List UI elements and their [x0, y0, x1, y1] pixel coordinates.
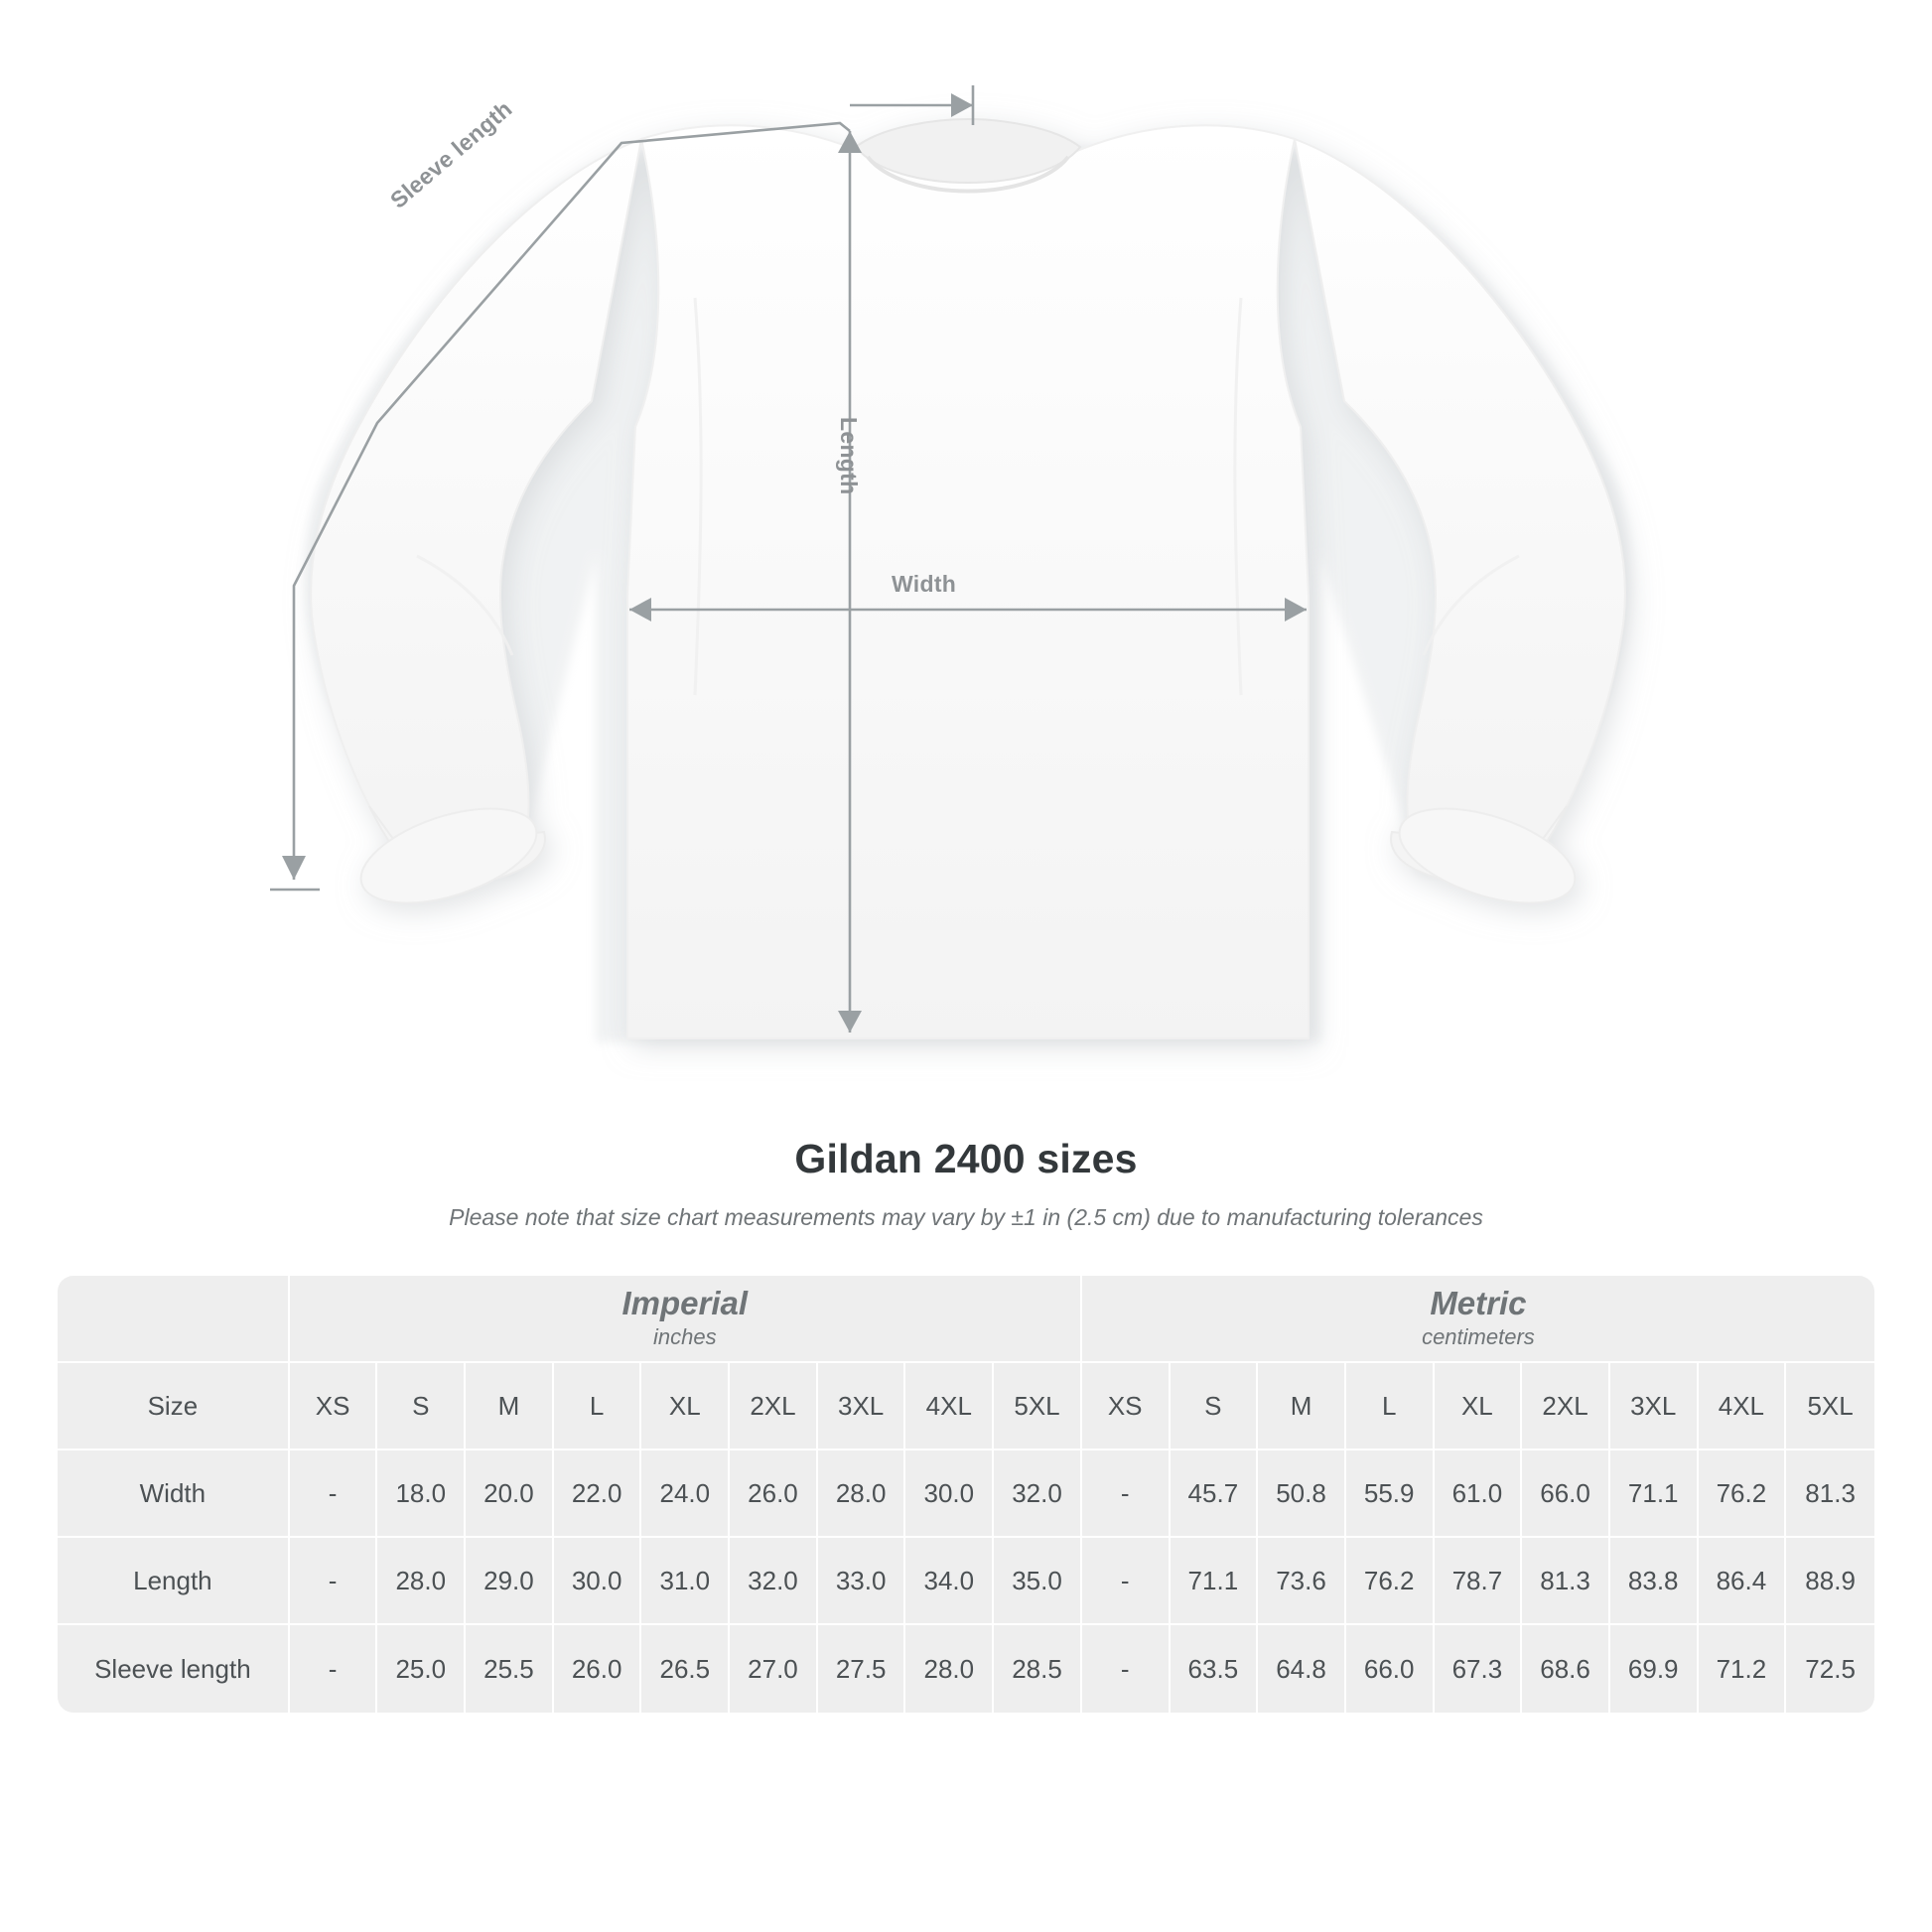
- header-metric-m: M: [1258, 1363, 1346, 1450]
- unit-group-metric-name: Metric: [1430, 1284, 1527, 1321]
- title-block: [0, 1136, 1932, 1231]
- cell-sleeve-imperial-m: 25.5: [466, 1625, 554, 1713]
- header-imperial-m: M: [466, 1363, 554, 1450]
- cell-sleeve-metric-m: 64.8: [1258, 1625, 1346, 1713]
- header-imperial-2xl: 2XL: [730, 1363, 818, 1450]
- page-subtitle: Please note that size chart measurements may vary by ±1 in (2.5 cm) due to manufacturing tolerances: [449, 1204, 1483, 1230]
- cell-length-metric-4xl: 86.4: [1699, 1538, 1787, 1625]
- cell-length-imperial-l: 30.0: [554, 1538, 642, 1625]
- cell-length-metric-5xl: 88.9: [1786, 1538, 1874, 1625]
- cell-width-imperial-2xl: 26.0: [730, 1450, 818, 1538]
- cell-sleeve-metric-xl: 67.3: [1435, 1625, 1523, 1713]
- row-label-width: Width: [58, 1450, 290, 1538]
- cell-width-imperial-m: 20.0: [466, 1450, 554, 1538]
- unit-group-imperial-name: Imperial: [621, 1284, 749, 1321]
- cell-width-metric-2xl: 66.0: [1522, 1450, 1610, 1538]
- unit-group-metric: [1082, 1276, 1874, 1363]
- cell-sleeve-imperial-l: 26.0: [554, 1625, 642, 1713]
- cell-length-imperial-2xl: 32.0: [730, 1538, 818, 1625]
- cell-length-imperial-m: 29.0: [466, 1538, 554, 1625]
- cell-width-metric-m: 50.8: [1258, 1450, 1346, 1538]
- cell-sleeve-imperial-5xl: 28.5: [994, 1625, 1082, 1713]
- header-metric-s: S: [1171, 1363, 1259, 1450]
- header-metric-xl: XL: [1435, 1363, 1523, 1450]
- cell-width-imperial-4xl: 30.0: [905, 1450, 994, 1538]
- cell-sleeve-imperial-4xl: 28.0: [905, 1625, 994, 1713]
- cell-width-metric-l: 55.9: [1346, 1450, 1435, 1538]
- cell-length-metric-xl: 78.7: [1435, 1538, 1523, 1625]
- sleeve-length-label: Sleeve length: [385, 95, 517, 213]
- cell-sleeve-metric-4xl: 71.2: [1699, 1625, 1787, 1713]
- header-imperial-xl: XL: [641, 1363, 730, 1450]
- cell-sleeve-metric-3xl: 69.9: [1610, 1625, 1699, 1713]
- cell-sleeve-metric-2xl: 68.6: [1522, 1625, 1610, 1713]
- row-label-sleeve-length: Sleeve length: [58, 1625, 290, 1713]
- cell-length-metric-l: 76.2: [1346, 1538, 1435, 1625]
- cell-sleeve-metric-l: 66.0: [1346, 1625, 1435, 1713]
- table-corner-cell: [58, 1276, 290, 1363]
- cell-width-metric-xl: 61.0: [1435, 1450, 1523, 1538]
- cell-sleeve-metric-xs: -: [1082, 1625, 1171, 1713]
- cell-sleeve-imperial-xs: -: [290, 1625, 378, 1713]
- header-metric-xs: XS: [1082, 1363, 1171, 1450]
- cell-sleeve-imperial-s: 25.0: [377, 1625, 466, 1713]
- unit-group-imperial: [290, 1276, 1082, 1363]
- header-metric-3xl: 3XL: [1610, 1363, 1699, 1450]
- size-table: [58, 1276, 1874, 1713]
- cell-length-imperial-3xl: 33.0: [818, 1538, 906, 1625]
- unit-group-row: [58, 1276, 1874, 1363]
- size-header-row: [58, 1363, 1874, 1450]
- header-imperial-5xl: 5XL: [994, 1363, 1082, 1450]
- cell-width-metric-xs: -: [1082, 1450, 1171, 1538]
- header-imperial-xs: XS: [290, 1363, 378, 1450]
- cell-width-metric-5xl: 81.3: [1786, 1450, 1874, 1538]
- header-imperial-3xl: 3XL: [818, 1363, 906, 1450]
- cell-sleeve-metric-5xl: 72.5: [1786, 1625, 1874, 1713]
- cell-length-metric-3xl: 83.8: [1610, 1538, 1699, 1625]
- header-size: Size: [58, 1363, 290, 1450]
- row-label-length: Length: [58, 1538, 290, 1625]
- header-metric-5xl: 5XL: [1786, 1363, 1874, 1450]
- cell-length-metric-s: 71.1: [1171, 1538, 1259, 1625]
- width-label: Width: [892, 571, 957, 597]
- cell-length-metric-xs: -: [1082, 1538, 1171, 1625]
- cell-width-imperial-5xl: 32.0: [994, 1450, 1082, 1538]
- cell-length-imperial-5xl: 35.0: [994, 1538, 1082, 1625]
- cell-length-imperial-xs: -: [290, 1538, 378, 1625]
- cell-width-imperial-3xl: 28.0: [818, 1450, 906, 1538]
- header-metric-2xl: 2XL: [1522, 1363, 1610, 1450]
- cell-length-imperial-4xl: 34.0: [905, 1538, 994, 1625]
- header-imperial-s: S: [377, 1363, 466, 1450]
- cell-length-imperial-xl: 31.0: [641, 1538, 730, 1625]
- cell-width-imperial-xl: 24.0: [641, 1450, 730, 1538]
- header-imperial-4xl: 4XL: [905, 1363, 994, 1450]
- cell-width-metric-s: 45.7: [1171, 1450, 1259, 1538]
- cell-sleeve-imperial-2xl: 27.0: [730, 1625, 818, 1713]
- length-label: Length: [836, 417, 862, 495]
- unit-group-metric-sub: centimeters: [1422, 1323, 1535, 1349]
- header-metric-4xl: 4XL: [1699, 1363, 1787, 1450]
- cell-width-imperial-l: 22.0: [554, 1450, 642, 1538]
- table-row: [58, 1538, 1874, 1625]
- cell-width-imperial-xs: -: [290, 1450, 378, 1538]
- cell-width-metric-4xl: 76.2: [1699, 1450, 1787, 1538]
- cell-sleeve-imperial-3xl: 27.5: [818, 1625, 906, 1713]
- cell-length-metric-m: 73.6: [1258, 1538, 1346, 1625]
- header-metric-l: L: [1346, 1363, 1435, 1450]
- cell-width-metric-3xl: 71.1: [1610, 1450, 1699, 1538]
- page-title: Gildan 2400 sizes: [794, 1136, 1138, 1181]
- header-imperial-l: L: [554, 1363, 642, 1450]
- table-row: [58, 1450, 1874, 1538]
- cell-sleeve-imperial-xl: 26.5: [641, 1625, 730, 1713]
- cell-width-imperial-s: 18.0: [377, 1450, 466, 1538]
- table-row: [58, 1625, 1874, 1713]
- unit-group-imperial-sub: inches: [653, 1323, 717, 1349]
- cell-length-imperial-s: 28.0: [377, 1538, 466, 1625]
- cell-sleeve-metric-s: 63.5: [1171, 1625, 1259, 1713]
- size-table-wrapper: [58, 1276, 1874, 1713]
- cell-length-metric-2xl: 81.3: [1522, 1538, 1610, 1625]
